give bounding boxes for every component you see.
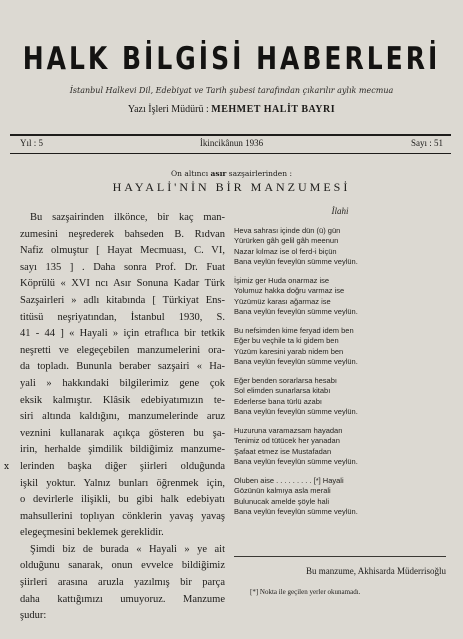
poem-line: Bu nefsimden kime feryad idem ben bbox=[234, 325, 354, 335]
poem-line: Şafaat etmez ise Mustafadan bbox=[234, 446, 332, 456]
body-line: eksik kalmıştır. Klâsik edebiyatımızın te- bbox=[20, 394, 225, 406]
body-line: sayı 135 ] . Daha sonra Prof. Dr. Fuat bbox=[20, 261, 225, 273]
body-line: elegeçmesini beklemek gereklidir. bbox=[20, 527, 164, 539]
body-line: şudur: bbox=[20, 610, 47, 622]
poem-line: Tenimiz od tütücek her yanadan bbox=[234, 436, 340, 445]
poem-stanza bbox=[234, 226, 446, 268]
issue-number: Sayı : 51 bbox=[410, 138, 443, 148]
editor-line bbox=[0, 104, 463, 115]
poem-line: Gözünün kalmıya asla merali bbox=[234, 486, 331, 495]
masthead-subtitle: İstanbul Halkevi Dil, Edebiyat ve Tarih şubesi tarafından çıkarılır aylık mecmua bbox=[69, 86, 394, 95]
body-line: yali » hakkındaki bilgilerimiz gene çok bbox=[20, 377, 225, 389]
poem-line: Yolumuz hakka doğru varmaz ise bbox=[234, 286, 345, 295]
poem-line: Huzuruna varamazsam hayadan bbox=[234, 425, 343, 435]
body-line: şiirleri arasına aruzla yazılmış bir parça bbox=[20, 577, 225, 589]
body-line: lerinden başka diğer şiirleri olduğunda bbox=[20, 460, 225, 472]
poem-column bbox=[234, 206, 446, 526]
body-line: Şimdi biz de burada « Hayali » ye ait bbox=[30, 543, 225, 555]
poem-line: Bana veylün feveylün sümme veylün. bbox=[234, 407, 358, 416]
body-line: 41 - 44 ] « Hayali » için etraflıca bir tetkik bbox=[20, 328, 225, 340]
poem-stanza bbox=[234, 276, 446, 318]
body-line: Sazşairleri » adlı kitabında [ Türkiyat Ens- bbox=[20, 294, 225, 306]
article-kicker bbox=[0, 169, 463, 178]
poem-stanza bbox=[234, 326, 446, 368]
body-line: olduğunu sanarak, onun evvelce bildiğimiz bbox=[20, 560, 225, 572]
poem-line: Ederlerse bana türlü azabı bbox=[234, 396, 322, 406]
body-line: zumesini neşrederek bahseden B. Rıdvan bbox=[20, 228, 225, 240]
closing-line: Bu manzume, Akhisarda Müderrisoğlu bbox=[306, 566, 446, 576]
poem-line: Nazar kılmaz ise ol ferd-i biçün bbox=[234, 246, 337, 256]
editor-label: Yazı İşleri Müdürü : bbox=[127, 104, 209, 115]
poem-line: Bana veylün feveylün sümme veylün. bbox=[234, 307, 358, 316]
poem-line: Bana veylün feveylün sümme veylün. bbox=[234, 357, 358, 366]
poem-line: Bulunucak amelde şöyle hali bbox=[234, 496, 330, 506]
poem-divider bbox=[234, 556, 446, 557]
header-rule-top bbox=[10, 134, 451, 136]
poem-line: Yüzüm karesini yarab nidem ben bbox=[234, 346, 344, 356]
body-line: veznini kullanarak açıkça gösteren bu şa- bbox=[20, 427, 225, 439]
poem-line: Bana veylün feveylün sümme veylün. bbox=[234, 257, 358, 266]
editor-name: MEHMET HALİT BAYRI bbox=[211, 104, 336, 115]
body-line: Bu sazşairinden ilkönce, bir kaç man- bbox=[30, 212, 225, 223]
poem-line: Heva sahrası içinde dün (ü) gün bbox=[234, 225, 341, 235]
article-title: HAYALİ'NİN BİR MANZUMESİ bbox=[112, 180, 351, 194]
issue-date: İkincikânun 1936 bbox=[199, 138, 264, 148]
poem-line: Oluben aise . . . . . . . . . [*] Hayali bbox=[234, 475, 344, 485]
poem-line: Eğer benden sorarlarsa hesabı bbox=[234, 375, 337, 385]
kicker-suffix: sazşairlerinden : bbox=[226, 169, 292, 178]
poem-line: Sol elimden sunarlarsa kitabı bbox=[234, 386, 331, 395]
issue-year: Yıl : 5 bbox=[20, 138, 44, 148]
poem-line: Yürürken gâh gelil gâh meenun bbox=[234, 236, 339, 245]
body-line: işkil yoktur. Yalnız bunları öğrenmek için, bbox=[20, 477, 225, 489]
body-line: Nafiz olmuştur [ Hayat Mecmuası, C. VI, bbox=[20, 245, 225, 257]
masthead: HALK BİLGİSİ HABERLERİ bbox=[22, 40, 441, 77]
poem-stanza bbox=[234, 476, 446, 518]
poem-stanza bbox=[234, 376, 446, 418]
body-line: neşretti ve elegeçebilen manzumelerini ora- bbox=[20, 344, 225, 356]
body-line: titüsü neşriyatından, İstanbul 1930, S. bbox=[20, 311, 225, 323]
body-line: da topladı. Bununla beraber sazşairi « Ha- bbox=[20, 361, 225, 373]
poem-line: İşimiz ger Huda onarmaz ise bbox=[234, 275, 330, 285]
poem-line: Bana veylün feveylün sümme veylün. bbox=[234, 457, 358, 466]
body-line: mahsullerini toplıyan cönklerin yavaş yavaş bbox=[20, 510, 225, 522]
poem-stanza bbox=[234, 426, 446, 468]
header-rule-bottom bbox=[10, 153, 451, 154]
body-line: Köprülü « XVI ncı Asır Sonuna Kadar Türk bbox=[20, 278, 225, 290]
poem-stanzas bbox=[234, 226, 446, 518]
body-line: irin, herhalde şimdilik bildiğimiz manzume- bbox=[20, 444, 225, 456]
footnote: [*] Nokta ile geçilen yerler okunamadı. bbox=[250, 588, 361, 596]
poem-line: Bana veylün feveylün sümme veylün. bbox=[234, 507, 358, 516]
poem-line: Yüzümüz karası ağarmaz ise bbox=[234, 296, 331, 306]
body-line: daha kattığımızı umuyoruz. Manzume bbox=[20, 593, 225, 605]
poem-line: Eğer bu veçhile ta ki gidem ben bbox=[234, 336, 339, 345]
kicker-prefix: On altıncı bbox=[171, 169, 211, 178]
body-line: siri altında kaldığını, manzumelerinde aruz bbox=[20, 411, 225, 423]
poem-heading: İlahi bbox=[331, 206, 349, 216]
margin-mark: x bbox=[4, 462, 10, 472]
article-body bbox=[20, 210, 225, 625]
kicker-bold: asır bbox=[210, 169, 227, 178]
body-line: o devirlerle ilişikli, bu gibi halk edebiyatı bbox=[20, 494, 225, 506]
